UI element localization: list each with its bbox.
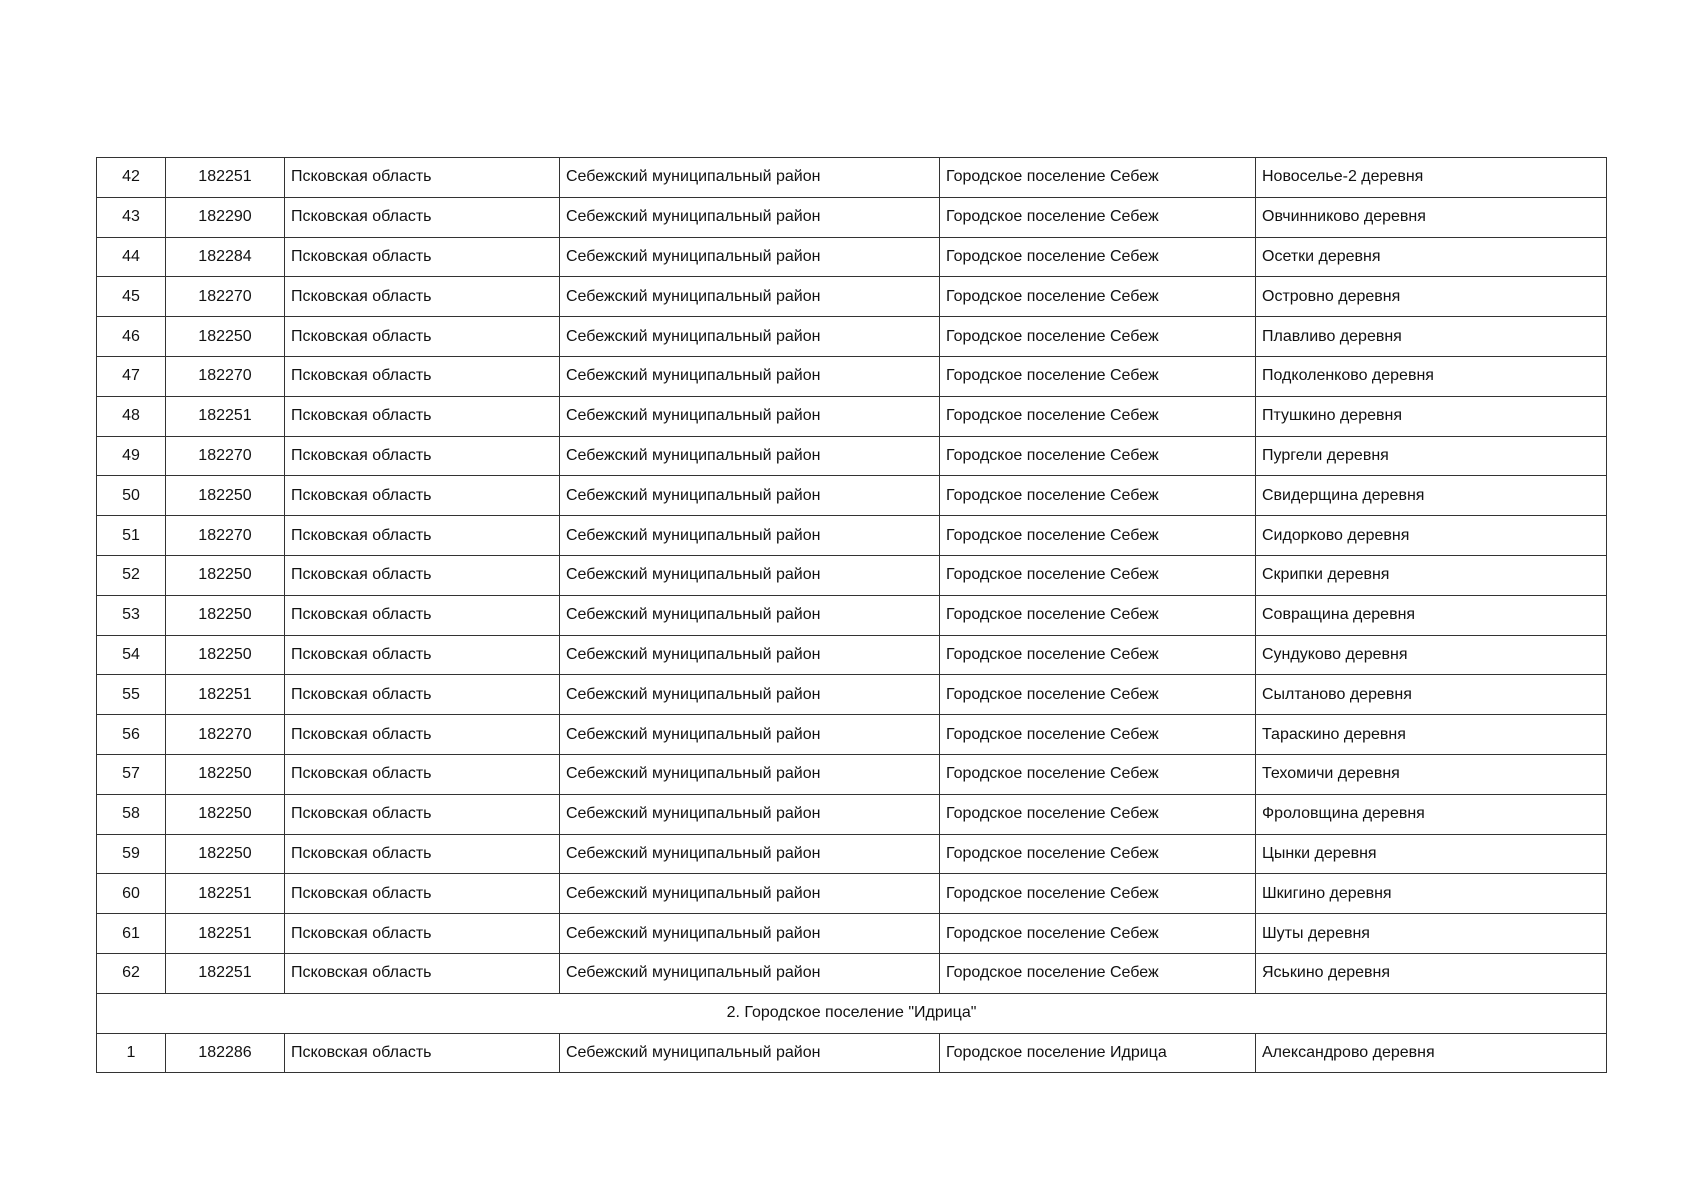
table-row	[97, 237, 1607, 277]
district-cell: Себежский муниципальный район	[560, 1033, 940, 1073]
address-table	[96, 157, 1607, 1073]
locality-cell: Островно деревня	[1256, 277, 1607, 317]
postal-code: 182270	[166, 516, 285, 556]
table-row	[97, 715, 1607, 755]
table-row	[97, 555, 1607, 595]
table-row	[97, 396, 1607, 436]
region-cell: Псковская область	[285, 158, 560, 198]
row-number: 60	[97, 874, 166, 914]
region-cell: Псковская область	[285, 356, 560, 396]
section-heading-row	[97, 993, 1607, 1033]
row-number: 1	[97, 1033, 166, 1073]
locality-cell: Шкигино деревня	[1256, 874, 1607, 914]
row-number: 49	[97, 436, 166, 476]
settlement-cell: Городское поселение Себеж	[940, 516, 1256, 556]
district-cell: Себежский муниципальный район	[560, 914, 940, 954]
locality-cell: Яськино деревня	[1256, 953, 1607, 993]
section-heading: 2. Городское поселение "Идрица"	[97, 993, 1607, 1033]
table-row	[97, 675, 1607, 715]
row-number: 42	[97, 158, 166, 198]
postal-code: 182250	[166, 555, 285, 595]
postal-code: 182251	[166, 675, 285, 715]
locality-cell: Фроловщина деревня	[1256, 794, 1607, 834]
postal-code: 182270	[166, 277, 285, 317]
settlement-cell: Городское поселение Себеж	[940, 874, 1256, 914]
locality-cell: Сидорково деревня	[1256, 516, 1607, 556]
table-row	[97, 914, 1607, 954]
postal-code: 182251	[166, 953, 285, 993]
table-row	[97, 197, 1607, 237]
region-cell: Псковская область	[285, 834, 560, 874]
postal-code: 182270	[166, 356, 285, 396]
region-cell: Псковская область	[285, 317, 560, 357]
settlement-cell: Городское поселение Себеж	[940, 356, 1256, 396]
locality-cell: Цынки деревня	[1256, 834, 1607, 874]
table-row	[97, 754, 1607, 794]
district-cell: Себежский муниципальный район	[560, 715, 940, 755]
locality-cell: Новоселье-2 деревня	[1256, 158, 1607, 198]
settlement-cell: Городское поселение Себеж	[940, 754, 1256, 794]
row-number: 43	[97, 197, 166, 237]
region-cell: Псковская область	[285, 754, 560, 794]
postal-code: 182250	[166, 635, 285, 675]
row-number: 46	[97, 317, 166, 357]
district-cell: Себежский муниципальный район	[560, 356, 940, 396]
settlement-cell: Городское поселение Идрица	[940, 1033, 1256, 1073]
region-cell: Псковская область	[285, 197, 560, 237]
table-row	[97, 356, 1607, 396]
row-number: 62	[97, 953, 166, 993]
region-cell: Псковская область	[285, 277, 560, 317]
district-cell: Себежский муниципальный район	[560, 396, 940, 436]
district-cell: Себежский муниципальный район	[560, 158, 940, 198]
row-number: 59	[97, 834, 166, 874]
settlement-cell: Городское поселение Себеж	[940, 555, 1256, 595]
region-cell: Псковская область	[285, 595, 560, 635]
locality-cell: Сылтаново деревня	[1256, 675, 1607, 715]
row-number: 54	[97, 635, 166, 675]
row-number: 58	[97, 794, 166, 834]
section-heading-body	[97, 993, 1607, 1033]
locality-cell: Шуты деревня	[1256, 914, 1607, 954]
locality-cell: Совращина деревня	[1256, 595, 1607, 635]
region-cell: Псковская область	[285, 555, 560, 595]
locality-cell: Александрово деревня	[1256, 1033, 1607, 1073]
postal-code: 182250	[166, 476, 285, 516]
settlement-cell: Городское поселение Себеж	[940, 317, 1256, 357]
region-cell: Псковская область	[285, 516, 560, 556]
postal-code: 182250	[166, 834, 285, 874]
district-cell: Себежский муниципальный район	[560, 635, 940, 675]
postal-code: 182270	[166, 436, 285, 476]
locality-cell: Овчинниково деревня	[1256, 197, 1607, 237]
locality-cell: Птушкино деревня	[1256, 396, 1607, 436]
table-body	[97, 158, 1607, 994]
row-number: 45	[97, 277, 166, 317]
settlement-cell: Городское поселение Себеж	[940, 675, 1256, 715]
district-cell: Себежский муниципальный район	[560, 754, 940, 794]
row-number: 44	[97, 237, 166, 277]
table-row	[97, 874, 1607, 914]
district-cell: Себежский муниципальный район	[560, 436, 940, 476]
settlement-cell: Городское поселение Себеж	[940, 715, 1256, 755]
district-cell: Себежский муниципальный район	[560, 953, 940, 993]
locality-cell: Подколенково деревня	[1256, 356, 1607, 396]
table-row	[97, 595, 1607, 635]
region-cell: Псковская область	[285, 874, 560, 914]
table-row	[97, 476, 1607, 516]
row-number: 57	[97, 754, 166, 794]
postal-code: 182250	[166, 794, 285, 834]
settlement-cell: Городское поселение Себеж	[940, 953, 1256, 993]
locality-cell: Свидерщина деревня	[1256, 476, 1607, 516]
settlement-cell: Городское поселение Себеж	[940, 277, 1256, 317]
postal-code: 182270	[166, 715, 285, 755]
table-row	[97, 158, 1607, 198]
postal-code: 182251	[166, 396, 285, 436]
settlement-cell: Городское поселение Себеж	[940, 794, 1256, 834]
locality-cell: Осетки деревня	[1256, 237, 1607, 277]
settlement-cell: Городское поселение Себеж	[940, 914, 1256, 954]
table-row	[97, 635, 1607, 675]
settlement-cell: Городское поселение Себеж	[940, 476, 1256, 516]
region-cell: Псковская область	[285, 1033, 560, 1073]
region-cell: Псковская область	[285, 635, 560, 675]
region-cell: Псковская область	[285, 476, 560, 516]
postal-code: 182286	[166, 1033, 285, 1073]
table-row	[97, 317, 1607, 357]
postal-code: 182250	[166, 317, 285, 357]
section-table-body	[97, 1033, 1607, 1073]
row-number: 50	[97, 476, 166, 516]
locality-cell: Скрипки деревня	[1256, 555, 1607, 595]
postal-code: 182250	[166, 595, 285, 635]
table-row	[97, 277, 1607, 317]
table-row	[97, 794, 1607, 834]
locality-cell: Сундуково деревня	[1256, 635, 1607, 675]
district-cell: Себежский муниципальный район	[560, 237, 940, 277]
table-row	[97, 516, 1607, 556]
row-number: 56	[97, 715, 166, 755]
postal-code: 182251	[166, 158, 285, 198]
district-cell: Себежский муниципальный район	[560, 675, 940, 715]
postal-code: 182284	[166, 237, 285, 277]
postal-code: 182251	[166, 914, 285, 954]
region-cell: Псковская область	[285, 237, 560, 277]
locality-cell: Пургели деревня	[1256, 436, 1607, 476]
district-cell: Себежский муниципальный район	[560, 516, 940, 556]
region-cell: Псковская область	[285, 436, 560, 476]
postal-code: 182290	[166, 197, 285, 237]
region-cell: Псковская область	[285, 675, 560, 715]
district-cell: Себежский муниципальный район	[560, 794, 940, 834]
district-cell: Себежский муниципальный район	[560, 197, 940, 237]
locality-cell: Плавливо деревня	[1256, 317, 1607, 357]
settlement-cell: Городское поселение Себеж	[940, 158, 1256, 198]
district-cell: Себежский муниципальный район	[560, 277, 940, 317]
region-cell: Псковская область	[285, 953, 560, 993]
row-number: 61	[97, 914, 166, 954]
locality-cell: Техомичи деревня	[1256, 754, 1607, 794]
district-cell: Себежский муниципальный район	[560, 874, 940, 914]
district-cell: Себежский муниципальный район	[560, 595, 940, 635]
row-number: 47	[97, 356, 166, 396]
region-cell: Псковская область	[285, 914, 560, 954]
settlement-cell: Городское поселение Себеж	[940, 197, 1256, 237]
region-cell: Псковская область	[285, 794, 560, 834]
region-cell: Псковская область	[285, 396, 560, 436]
region-cell: Псковская область	[285, 715, 560, 755]
postal-code: 182250	[166, 754, 285, 794]
row-number: 52	[97, 555, 166, 595]
row-number: 51	[97, 516, 166, 556]
settlement-cell: Городское поселение Себеж	[940, 396, 1256, 436]
settlement-cell: Городское поселение Себеж	[940, 237, 1256, 277]
table-row	[97, 834, 1607, 874]
settlement-cell: Городское поселение Себеж	[940, 436, 1256, 476]
settlement-cell: Городское поселение Себеж	[940, 834, 1256, 874]
settlement-cell: Городское поселение Себеж	[940, 635, 1256, 675]
district-cell: Себежский муниципальный район	[560, 555, 940, 595]
district-cell: Себежский муниципальный район	[560, 834, 940, 874]
table-row	[97, 953, 1607, 993]
district-cell: Себежский муниципальный район	[560, 476, 940, 516]
postal-code: 182251	[166, 874, 285, 914]
settlement-cell: Городское поселение Себеж	[940, 595, 1256, 635]
row-number: 55	[97, 675, 166, 715]
district-cell: Себежский муниципальный район	[560, 317, 940, 357]
locality-cell: Тараскино деревня	[1256, 715, 1607, 755]
table-row	[97, 1033, 1607, 1073]
table-row	[97, 436, 1607, 476]
row-number: 48	[97, 396, 166, 436]
row-number: 53	[97, 595, 166, 635]
